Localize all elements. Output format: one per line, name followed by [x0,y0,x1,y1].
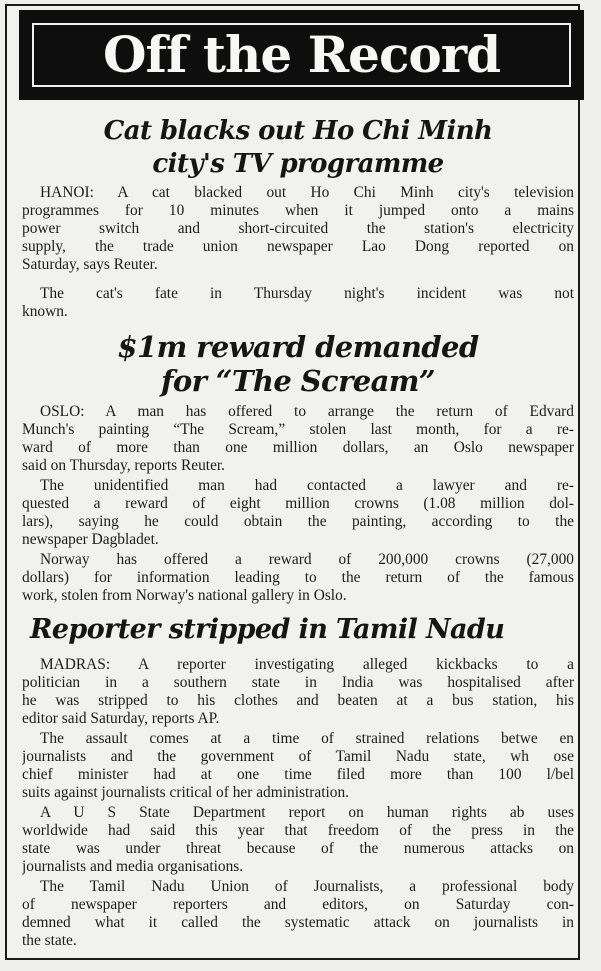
article-3-line: A U S State Department report on human rights ab uses [40,804,574,821]
article-3-line: suits against journalists critical of her administration. [22,784,349,801]
article-1-line: power switch and short-circuited the station's electricity [22,220,574,237]
article-1-line: The cat's fate in Thursday night's incident was not [40,285,574,302]
article-2-line: The unidentified man had contacted a lawyer and re- [40,477,574,494]
article-2-line: dollars) for information leading to the return of the famous [22,569,574,586]
article-2-line: work, stolen from Norway's national gallery in Oslo. [22,587,347,604]
article-3-line: editor said Saturday, reports AP. [22,710,220,727]
article-2-headline-line-1: $1m reward demanded [117,330,479,364]
article-3-line: state was under threat because of the numerous attacks on [22,840,574,857]
article-2-line: Norway has offered a reward of 200,000 crowns (27,000 [40,551,574,568]
article-2-line: said on Thursday, reports Reuter. [22,457,226,474]
article-3-line: he was stripped to his clothes and beaten at a bus station, his [22,692,574,709]
section-title: Off the Record [102,25,501,84]
article-3-line: journalists and media organisations. [22,858,244,875]
article-3-line: demned what it called the systematic attack on journalists in [22,914,574,931]
article-3-line: MADRAS: A reporter investigating alleged kickbacks to a [40,656,574,673]
article-3-line: the state. [22,932,77,949]
article-2-line: newspaper Dagbladet. [22,531,159,548]
article-2-line: ward of more than one million dollars, an Oslo newspaper [22,439,574,456]
article-1-line: Saturday, says Reuter. [22,256,158,273]
article-1-line: programmes for 10 minutes when it jumped onto a mains [22,202,574,219]
article-2-headline-line-2: for “The Scream” [161,364,435,398]
article-3-line: politician in a southern state in India was hospitalised after [22,674,574,691]
article-3-line: worldwide had said this year that freedom of the press in the [22,822,574,839]
article-3-line: chief minister had at one time filed more than 100 l/bel [22,766,574,783]
article-2-line: lars), saying he could obtain the painting, according to the [22,513,574,530]
article-3-line: of newspaper reporters and editors, on Saturday con- [22,896,574,913]
article-3-line: The Tamil Nadu Union of Journalists, a professional body [40,878,574,895]
article-2-line: quested a reward of eight million crowns (1.08 million dol- [22,495,574,512]
article-1-headline-line-2: city's TV programme [152,149,444,179]
article-2-line: OSLO: A man has offered to arrange the return of Edvard [40,403,574,420]
article-2-line: Munch's painting “The Scream,” stolen last month, for a re- [22,421,574,438]
article-3-headline: Reporter stripped in Tamil Nadu [30,614,505,645]
article-1-line: supply, the trade union newspaper Lao Dong reported on [22,238,574,255]
article-3-line: The assault comes at a time of strained relations betwe en [40,730,574,747]
section-banner [19,10,584,100]
article-1-headline-line-1: Cat blacks out Ho Chi Minh [103,116,493,146]
article-3-line: journalists and the government of Tamil Nadu state, wh ose [22,748,574,765]
article-1-line: HANOI: A cat blacked out Ho Chi Minh city's television [40,184,574,201]
banner-inner-frame [28,19,575,91]
article-1-line: known. [22,303,68,320]
